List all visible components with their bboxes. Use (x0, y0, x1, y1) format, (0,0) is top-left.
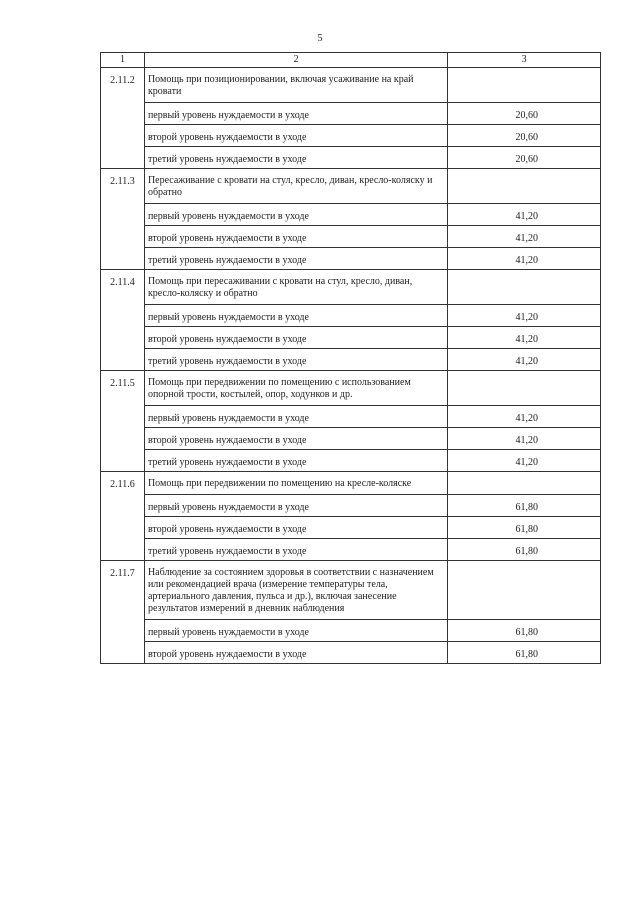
care-level-label: второй уровень нуждаемости в уходе (144, 327, 447, 349)
column-header: 1 (101, 53, 145, 68)
table-row (101, 406, 601, 428)
tariff-value: 41,20 (448, 248, 601, 270)
service-title: Пересаживание с кровати на стул, кресло, диван, кресло-коляску и обратно (144, 169, 447, 204)
empty-cell (448, 472, 601, 495)
care-level-label: второй уровень нуждаемости в уходе (144, 428, 447, 450)
empty-cell (448, 561, 601, 620)
table-row (101, 428, 601, 450)
column-header: 2 (144, 53, 447, 68)
tariff-value: 61,80 (448, 620, 601, 642)
table-row (101, 642, 601, 664)
table-row (101, 226, 601, 248)
tariff-value: 20,60 (448, 125, 601, 147)
service-title-row (101, 68, 601, 103)
empty-cell (448, 371, 601, 406)
care-level-label: второй уровень нуждаемости в уходе (144, 226, 447, 248)
table-row (101, 305, 601, 327)
service-code: 2.11.6 (101, 472, 145, 561)
service-code: 2.11.5 (101, 371, 145, 472)
table-row (101, 147, 601, 169)
care-level-label: первый уровень нуждаемости в уходе (144, 204, 447, 226)
tariff-value: 61,80 (448, 517, 601, 539)
tariff-value: 41,20 (448, 226, 601, 248)
care-level-label: второй уровень нуждаемости в уходе (144, 517, 447, 539)
tariff-value: 41,20 (448, 327, 601, 349)
table-row (101, 620, 601, 642)
care-level-label: третий уровень нуждаемости в уходе (144, 349, 447, 371)
tariff-value: 61,80 (448, 539, 601, 561)
care-level-label: первый уровень нуждаемости в уходе (144, 620, 447, 642)
care-level-label: третий уровень нуждаемости в уходе (144, 147, 447, 169)
service-title-row (101, 371, 601, 406)
tariff-value: 41,20 (448, 450, 601, 472)
empty-cell (448, 270, 601, 305)
table-row (101, 517, 601, 539)
table-row (101, 248, 601, 270)
care-level-label: первый уровень нуждаемости в уходе (144, 103, 447, 125)
service-title-row (101, 270, 601, 305)
tariff-value: 61,80 (448, 495, 601, 517)
care-level-label: первый уровень нуждаемости в уходе (144, 495, 447, 517)
service-title: Наблюдение за состоянием здоровья в соответствии с назначением или рекомендацией врача (измерение температуры тела, артериального давления, пульса и др.), включая занесение результатов измерений в дневник наблюдения (144, 561, 447, 620)
empty-cell (448, 68, 601, 103)
tariff-value: 61,80 (448, 642, 601, 664)
table-row (101, 539, 601, 561)
service-title: Помощь при передвижении по помещению на кресле-коляске (144, 472, 447, 495)
service-code: 2.11.3 (101, 169, 145, 270)
table-row (101, 327, 601, 349)
column-header: 3 (448, 53, 601, 68)
table-header-row (101, 53, 601, 68)
table-body (101, 68, 601, 664)
service-title-row (101, 472, 601, 495)
tariff-table (100, 52, 601, 664)
care-level-label: третий уровень нуждаемости в уходе (144, 450, 447, 472)
tariff-value: 41,20 (448, 428, 601, 450)
service-title: Помощь при позиционировании, включая усаживание на край кровати (144, 68, 447, 103)
care-level-label: второй уровень нуждаемости в уходе (144, 125, 447, 147)
service-title: Помощь при передвижении по помещению с использованием опорной трости, костылей, опор, ходунков и др. (144, 371, 447, 406)
table-row (101, 103, 601, 125)
care-level-label: первый уровень нуждаемости в уходе (144, 305, 447, 327)
service-code: 2.11.4 (101, 270, 145, 371)
table-row (101, 495, 601, 517)
tariff-value: 41,20 (448, 406, 601, 428)
table-row (101, 349, 601, 371)
tariff-value: 41,20 (448, 305, 601, 327)
table-row (101, 450, 601, 472)
tariff-value: 41,20 (448, 204, 601, 226)
service-code: 2.11.2 (101, 68, 145, 169)
table-row (101, 125, 601, 147)
care-level-label: первый уровень нуждаемости в уходе (144, 406, 447, 428)
empty-cell (448, 169, 601, 204)
care-level-label: третий уровень нуждаемости в уходе (144, 539, 447, 561)
care-level-label: третий уровень нуждаемости в уходе (144, 248, 447, 270)
service-code: 2.11.7 (101, 561, 145, 664)
page-number: 5 (317, 33, 323, 44)
service-title: Помощь при пересаживании с кровати на стул, кресло, диван, кресло-коляску и обратно (144, 270, 447, 305)
tariff-value: 41,20 (448, 349, 601, 371)
table-row (101, 204, 601, 226)
tariff-value: 20,60 (448, 147, 601, 169)
service-title-row (101, 561, 601, 620)
care-level-label: второй уровень нуждаемости в уходе (144, 642, 447, 664)
service-title-row (101, 169, 601, 204)
tariff-value: 20,60 (448, 103, 601, 125)
